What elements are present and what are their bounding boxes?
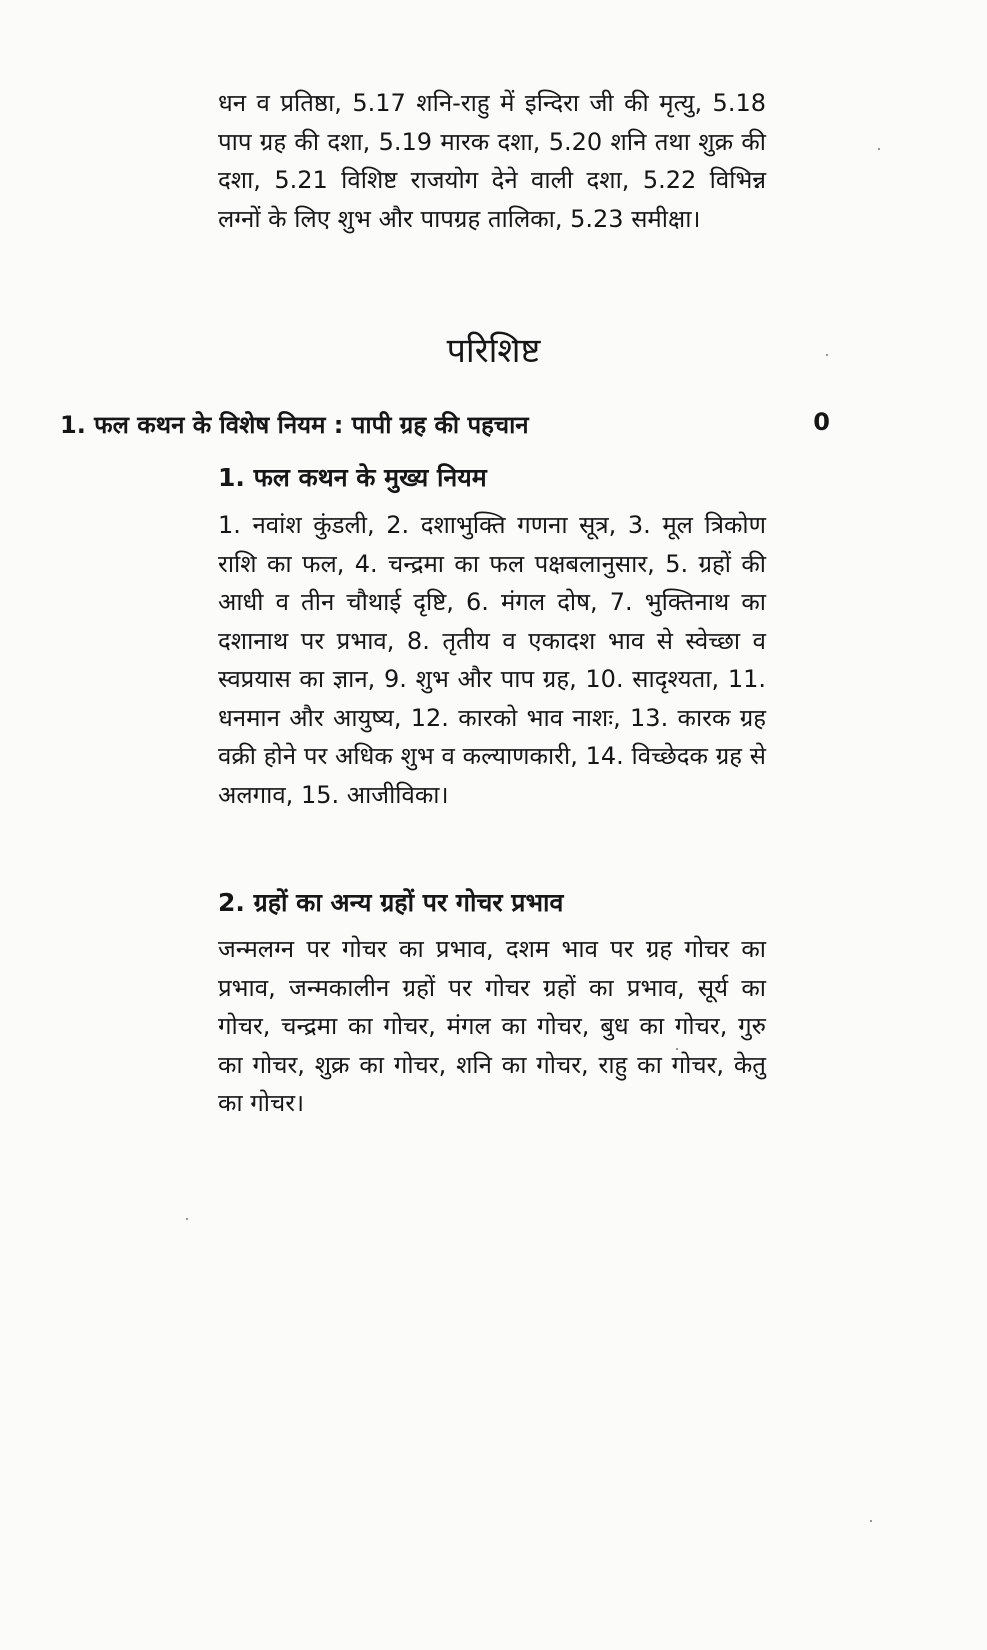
section-title: परिशिष्ट	[446, 331, 541, 371]
paper-speck	[826, 354, 828, 356]
paper-speck	[870, 1520, 872, 1522]
toc-entry-title: 1. फल कथन के विशेष नियम : पापी ग्रह की पहचान	[60, 411, 529, 439]
subsection-text: 1. नवांश कुंडली, 2. दशाभुक्ति गणना सूत्र, 3. मूल त्रिकोण राशि का फल, 4. चन्द्रमा का फल पक्षबलानुसार, 5. ग्रहों की आधी व तीन चौथाई दृष्टि, 6. मंगल दोष, 7. भुक्तिनाथ का दशानाथ पर प्रभाव, 8. तृतीय व एकादश भाव से स्वेच्छा व स्वप्रयास का ज्ञान, 9. शुभ और पाप ग्रह, 10. सादृश्यता, 11. धनमान और आयुष्य, 12. कारको भाव नाशः, 13. कारक ग्रह वक्री होने पर अधिक शुभ व कल्याणकारी, 14. विच्छेदक ग्रह से अलगाव, 15. आजीविका।	[218, 511, 766, 809]
paper-speck	[186, 1218, 188, 1220]
toc-entry	[60, 408, 830, 448]
toc-entry-page-number: 0	[813, 408, 830, 436]
subsection-text: जन्मलग्न पर गोचर का प्रभाव, दशम भाव पर ग्रह गोचर का प्रभाव, जन्मकालीन ग्रहों पर गोचर ग्रहों का प्रभाव, सूर्य का गोचर, चन्द्रमा का गोचर, मंगल का गोचर, बुध का गोचर, गुरु का गोचर, शुक्र का गोचर, शनि का गोचर, राहु का गोचर, केतु का गोचर।	[218, 935, 766, 1117]
intro-paragraph: धन व प्रतिष्ठा, 5.17 शनि-राहु में इन्दिरा जी की मृत्यु, 5.18 पाप ग्रह की दशा, 5.19 मारक दशा, 5.20 शनि तथा शुक्र की दशा, 5.21 विशिष्ट राजयोग देने वाली दशा, 5.22 विभिन्न लग्नों के लिए शुभ और पापग्रह तालिका, 5.23 समीक्षा।	[218, 89, 766, 233]
paper-speck	[878, 148, 880, 150]
subsection-heading: 2. ग्रहों का अन्य ग्रहों पर गोचर प्रभाव	[218, 888, 564, 917]
subsection-heading: 1. फल कथन के मुख्य नियम	[218, 463, 487, 492]
paper-speck	[676, 1048, 678, 1050]
